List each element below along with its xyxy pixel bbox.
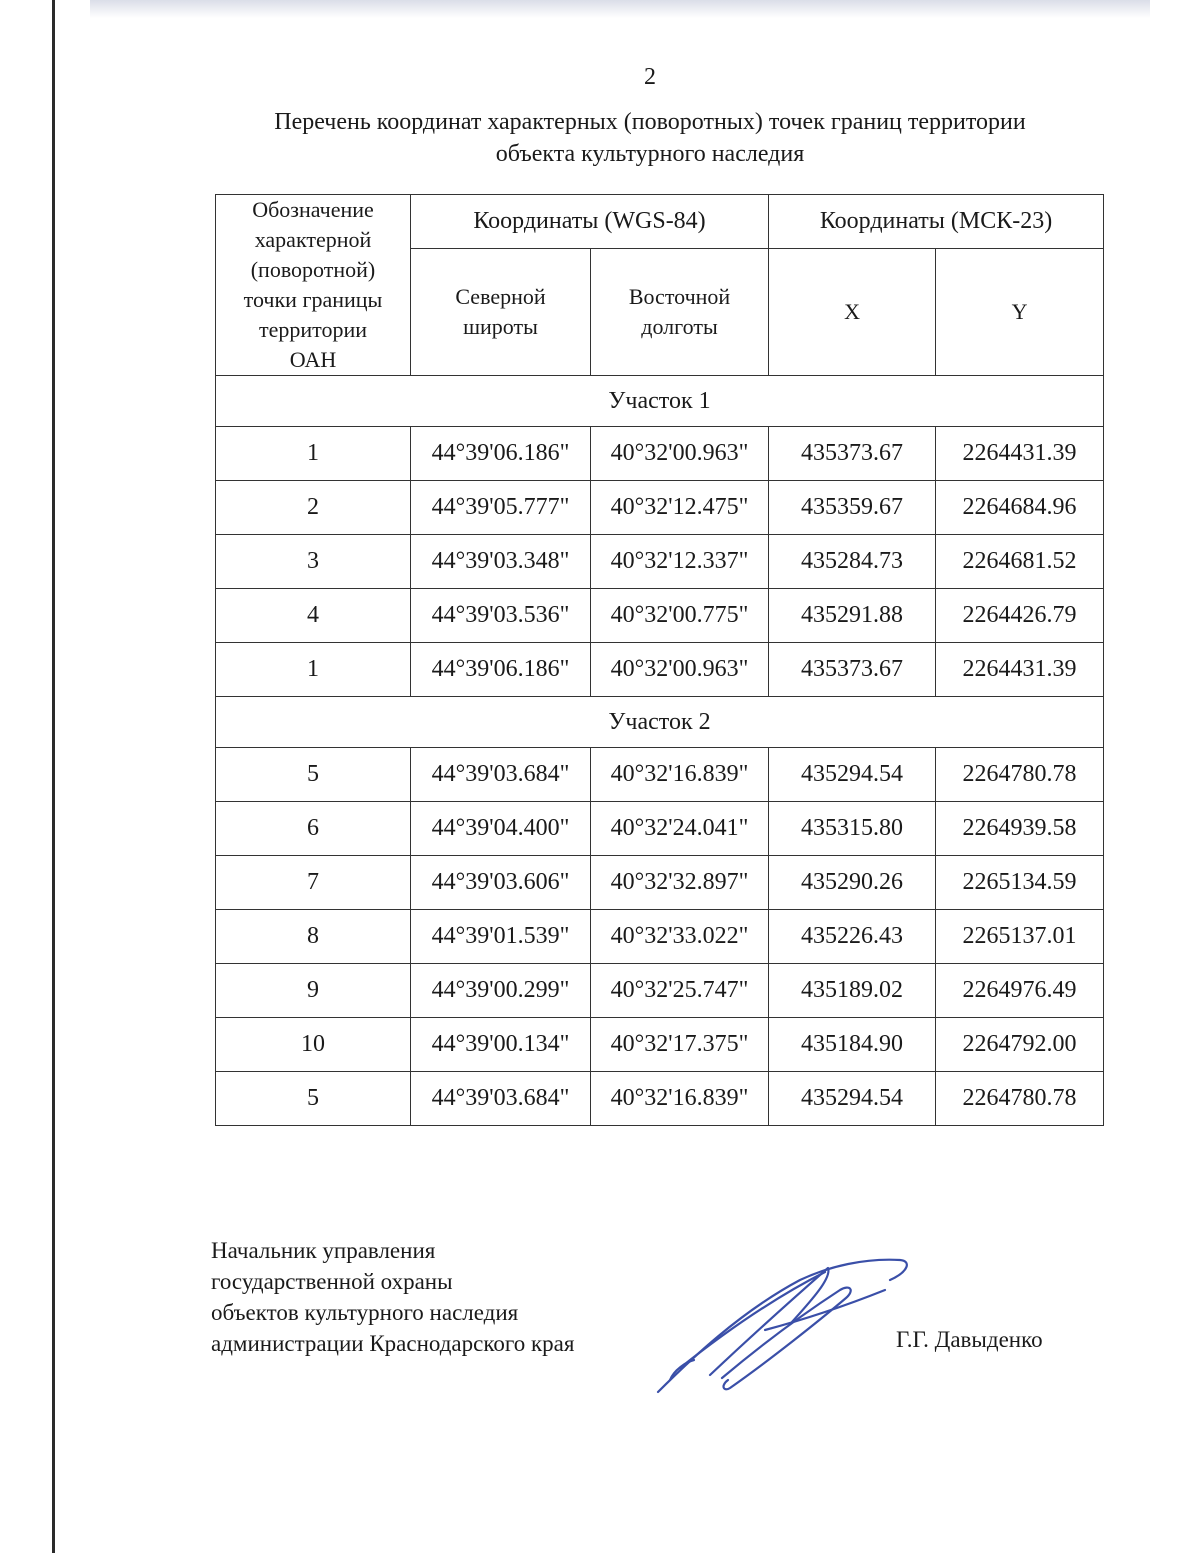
table-row (216, 964, 1104, 1018)
cell-longitude: 40°32'12.475" (591, 481, 769, 535)
document-title-line-1: Перечень координат характерных (поворотных) точек границ территории (274, 109, 1026, 135)
cell-latitude: 44°39'03.684" (411, 748, 591, 802)
cell-longitude: 40°32'00.775" (591, 589, 769, 643)
table-header-row (216, 195, 1104, 249)
cell-longitude: 40°32'00.963" (591, 427, 769, 481)
header-point-line: характерной (254, 227, 372, 252)
cell-latitude: 44°39'03.684" (411, 1072, 591, 1126)
cell-x: 435184.90 (769, 1018, 936, 1072)
section-row (216, 697, 1104, 748)
handwritten-signature (650, 1250, 920, 1400)
table-row (216, 856, 1104, 910)
table-row (216, 748, 1104, 802)
cell-y: 2264681.52 (936, 535, 1104, 589)
cell-latitude: 44°39'00.299" (411, 964, 591, 1018)
cell-point: 9 (216, 964, 411, 1018)
header-point-designation (216, 195, 411, 376)
document-title-line-2: объекта культурного наследия (495, 141, 805, 167)
table-row (216, 589, 1104, 643)
cell-y: 2264431.39 (936, 643, 1104, 697)
table-row (216, 643, 1104, 697)
table-row (216, 535, 1104, 589)
cell-longitude: 40°32'25.747" (591, 964, 769, 1018)
cell-x: 435290.26 (769, 856, 936, 910)
cell-x: 435294.54 (769, 1072, 936, 1126)
header-point-line: (поворотной) (250, 257, 376, 282)
header-x: X (769, 248, 936, 375)
cell-latitude: 44°39'03.348" (411, 535, 591, 589)
cell-point: 2 (216, 481, 411, 535)
section-label-1: Участок 1 (216, 376, 1104, 427)
cell-y: 2264780.78 (936, 748, 1104, 802)
cell-y: 2264780.78 (936, 1072, 1104, 1126)
cell-point: 8 (216, 910, 411, 964)
cell-longitude: 40°32'16.839" (591, 748, 769, 802)
cell-y: 2264426.79 (936, 589, 1104, 643)
cell-latitude: 44°39'04.400" (411, 802, 591, 856)
signatory-position-line: администрации Краснодарского края (211, 1331, 575, 1356)
cell-x: 435284.73 (769, 535, 936, 589)
header-point-line: Обозначение (252, 197, 374, 222)
cell-longitude: 40°32'12.337" (591, 535, 769, 589)
cell-x: 435226.43 (769, 910, 936, 964)
cell-y: 2264431.39 (936, 427, 1104, 481)
cell-y: 2264792.00 (936, 1018, 1104, 1072)
cell-latitude: 44°39'06.186" (411, 427, 591, 481)
table-row (216, 481, 1104, 535)
cell-latitude: 44°39'03.536" (411, 589, 591, 643)
coordinates-table (215, 194, 1104, 1126)
cell-x: 435315.80 (769, 802, 936, 856)
cell-point: 5 (216, 1072, 411, 1126)
signature-stroke (722, 1288, 851, 1390)
signatory-position-line: государственной охраны (211, 1269, 453, 1294)
cell-x: 435359.67 (769, 481, 936, 535)
table-row (216, 1018, 1104, 1072)
cell-y: 2264939.58 (936, 802, 1104, 856)
header-point-line: ОАН (289, 347, 337, 372)
cell-point: 10 (216, 1018, 411, 1072)
cell-y: 2265134.59 (936, 856, 1104, 910)
cell-longitude: 40°32'17.375" (591, 1018, 769, 1072)
page-number: 2 (644, 64, 656, 90)
cell-latitude: 44°39'01.539" (411, 910, 591, 964)
cell-x: 435373.67 (769, 643, 936, 697)
cell-latitude: 44°39'00.134" (411, 1018, 591, 1072)
section-row (216, 376, 1104, 427)
table-row (216, 1072, 1104, 1126)
header-point-line: точки границы (243, 287, 383, 312)
section-label-2: Участок 2 (216, 697, 1104, 748)
cell-latitude: 44°39'03.606" (411, 856, 591, 910)
signatory-position (211, 1235, 574, 1359)
cell-longitude: 40°32'24.041" (591, 802, 769, 856)
header-point-line: территории (258, 317, 368, 342)
cell-point: 1 (216, 643, 411, 697)
header-msk-23: Координаты (МСК-23) (769, 195, 1104, 249)
cell-point: 5 (216, 748, 411, 802)
signatory-name: Г.Г. Давыденко (896, 1327, 1043, 1352)
signatory-position-line: объектов культурного наследия (211, 1300, 519, 1325)
header-east-longitude (591, 248, 769, 375)
table-row (216, 802, 1104, 856)
cell-point: 7 (216, 856, 411, 910)
header-east-line: Восточной (628, 283, 731, 309)
cell-y: 2264684.96 (936, 481, 1104, 535)
signatory-position-line: Начальник управления (211, 1238, 436, 1263)
header-y: Y (936, 248, 1104, 375)
header-east-line: долготы (641, 313, 718, 339)
cell-x: 435189.02 (769, 964, 936, 1018)
cell-longitude: 40°32'33.022" (591, 910, 769, 964)
cell-x: 435294.54 (769, 748, 936, 802)
cell-point: 1 (216, 427, 411, 481)
cell-point: 6 (216, 802, 411, 856)
document-title (230, 106, 1070, 170)
scan-smudge (90, 0, 1150, 18)
cell-longitude: 40°32'16.839" (591, 1072, 769, 1126)
cell-longitude: 40°32'32.897" (591, 856, 769, 910)
scan-edge (52, 0, 55, 1553)
header-wgs-84: Координаты (WGS-84) (411, 195, 769, 249)
header-north-line: широты (463, 313, 538, 339)
cell-point: 3 (216, 535, 411, 589)
cell-point: 4 (216, 589, 411, 643)
cell-x: 435291.88 (769, 589, 936, 643)
cell-y: 2264976.49 (936, 964, 1104, 1018)
cell-latitude: 44°39'06.186" (411, 643, 591, 697)
cell-y: 2265137.01 (936, 910, 1104, 964)
cell-latitude: 44°39'05.777" (411, 481, 591, 535)
cell-longitude: 40°32'00.963" (591, 643, 769, 697)
table-row (216, 427, 1104, 481)
header-north-latitude (411, 248, 591, 375)
cell-x: 435373.67 (769, 427, 936, 481)
table-row (216, 910, 1104, 964)
header-north-line: Северной (455, 283, 546, 309)
